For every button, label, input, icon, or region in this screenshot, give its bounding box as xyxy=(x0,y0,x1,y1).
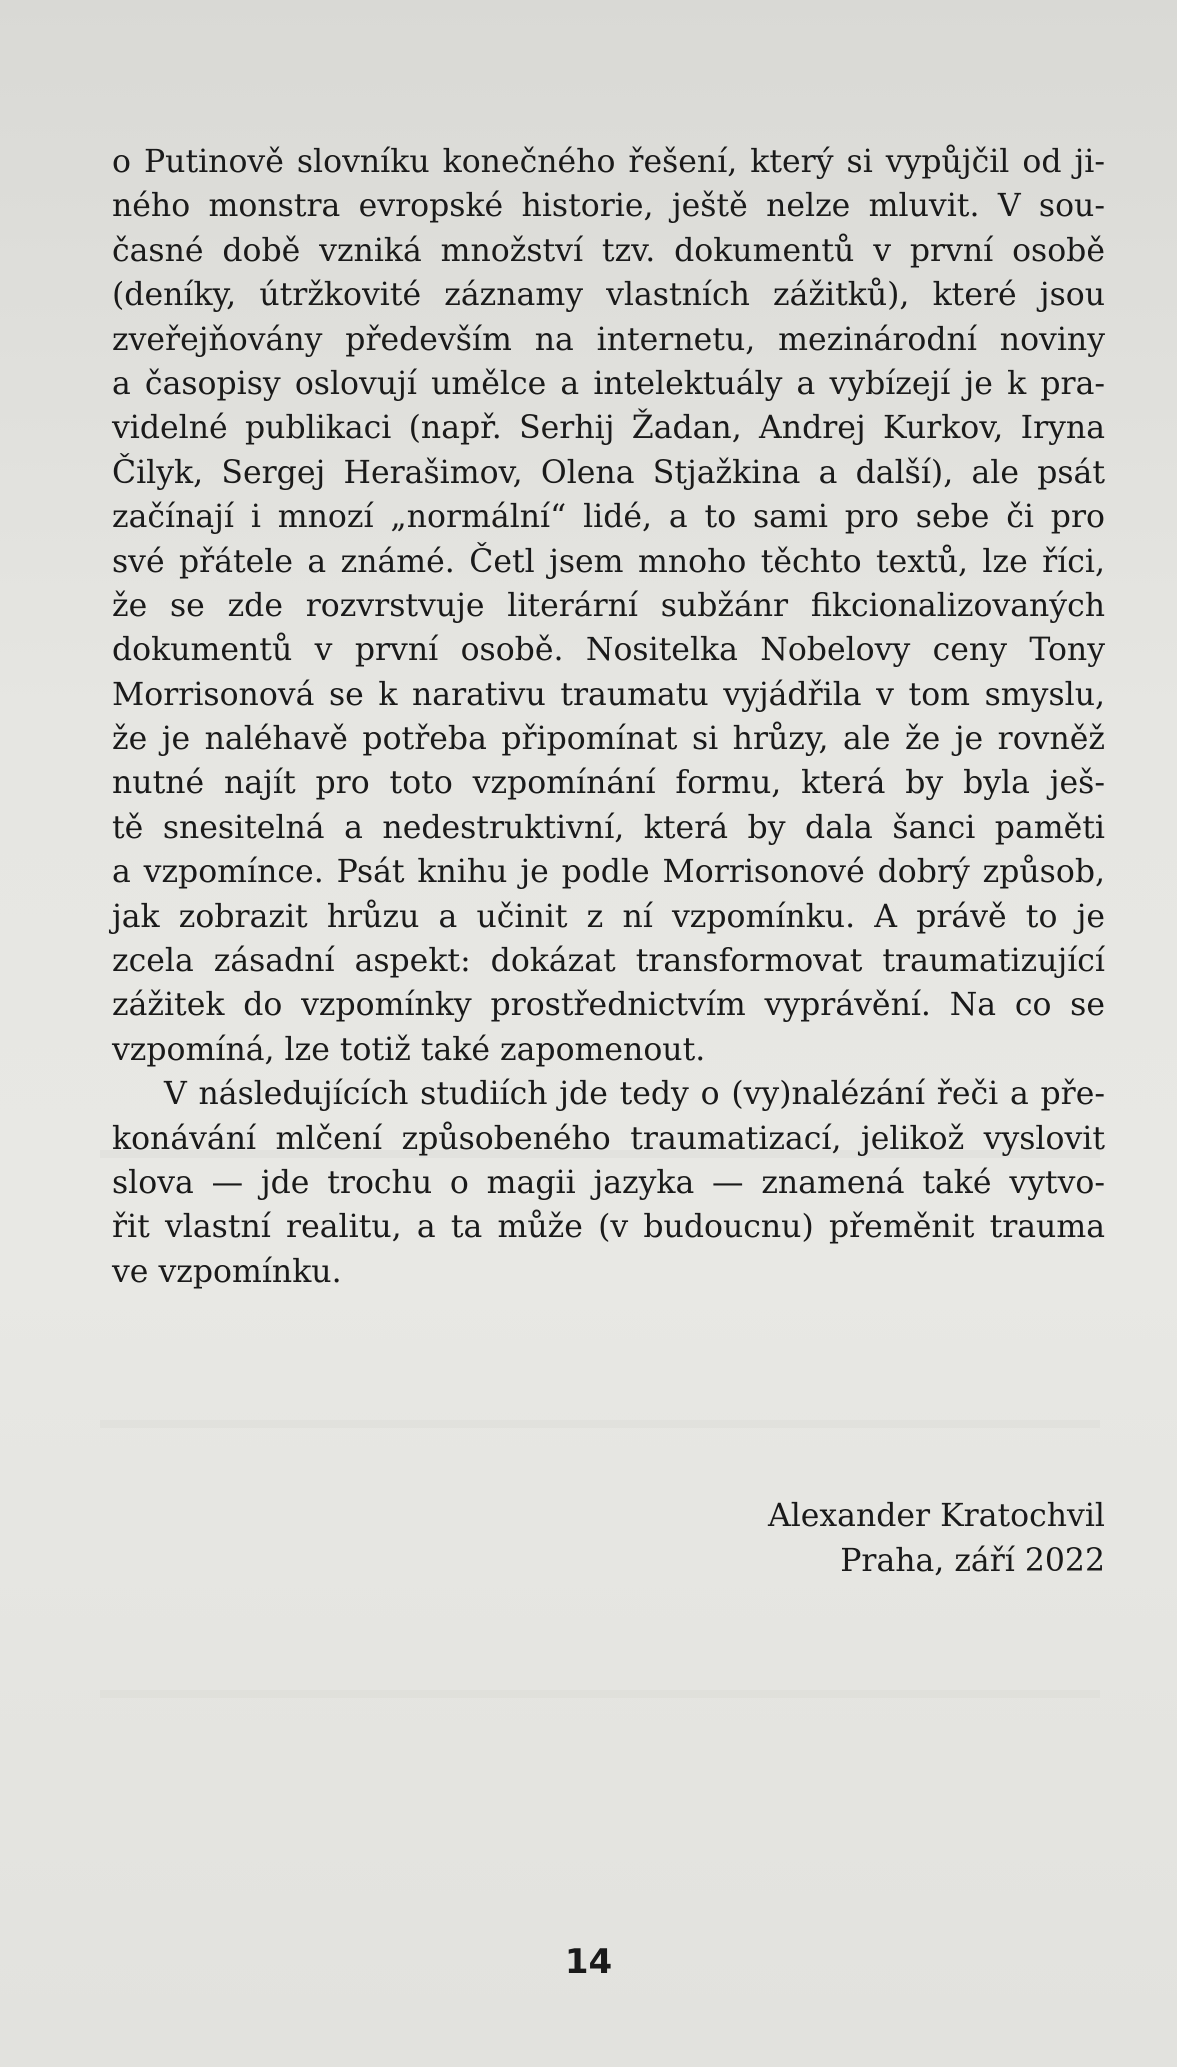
text-line: nutné najít pro toto vzpomínání formu, která by byla ješ- xyxy=(112,765,1105,802)
page-number: 14 xyxy=(564,1942,613,1982)
text-line: Morrisonová se k narativu traumatu vyjádřila v tom smyslu, xyxy=(112,676,1105,713)
text-line: tě snesitelná a nedestruktivní, která by dala šanci paměti xyxy=(112,809,1105,846)
text-line: zcela zásadní aspekt: dokázat transformovat traumatizující xyxy=(112,943,1105,980)
text-line: a časopisy oslovují umělce a intelektuály a vybízejí je k pra- xyxy=(112,365,1105,402)
signature-place-date: Praha, září 2022 xyxy=(840,1542,1105,1579)
text-line: že je naléhavě potřeba připomínat si hrůzy, ale že je rovněž xyxy=(112,721,1105,758)
text-line: řit vlastní realitu, a ta může (v budoucnu) přeměnit trauma xyxy=(112,1209,1105,1246)
text-line: slova — jde trochu o magii jazyka — znamená také vytvo- xyxy=(112,1164,1105,1201)
text-line: časné době vzniká množství tzv. dokumentů v první osobě xyxy=(112,232,1105,269)
text-line: ného monstra evropské historie, ještě nelze mluvit. V sou- xyxy=(112,188,1105,225)
text-line: Čilyk, Sergej Herašimov, Olena Stjažkina a další), ale psát xyxy=(112,454,1105,491)
text-line: (deníky, útržkovité záznamy vlastních zážitků), které jsou xyxy=(112,277,1105,314)
text-line: vzpomíná, lze totiž také zapomenout. xyxy=(112,1031,706,1068)
text-line: že se zde rozvrstvuje literární subžánr fikcionalizovaných xyxy=(112,587,1105,624)
text-line: jak zobrazit hrůzu a učinit z ní vzpomínku. A právě to je xyxy=(112,898,1105,935)
body-text xyxy=(112,140,1105,1294)
text-line: své přátele a známé. Četl jsem mnoho těchto textů, lze říci, xyxy=(112,543,1105,580)
bleed-through-shadow xyxy=(100,1420,1100,1428)
bleed-through-shadow xyxy=(100,1690,1100,1698)
text-line: zveřejňovány především na internetu, mezinárodní noviny xyxy=(112,321,1105,358)
text-line: videlné publikaci (např. Serhij Žadan, Andrej Kurkov, Iryna xyxy=(112,410,1105,447)
text-line: začínají i mnozí „normální“ lidé, a to sami pro sebe či pro xyxy=(112,499,1105,536)
signature-name: Alexander Kratochvil xyxy=(767,1498,1105,1534)
text-line: konávání mlčení způsobeného traumatizací, jelikož vyslovit xyxy=(112,1120,1105,1157)
text-line: o Putinově slovníku konečného řešení, který si vypůjčil od ji- xyxy=(112,144,1105,180)
text-line: zážitek do vzpomínky prostřednictvím vyprávění. Na co se xyxy=(112,987,1105,1024)
text-line: ve vzpomínku. xyxy=(112,1253,342,1290)
text-line: dokumentů v první osobě. Nositelka Nobelovy ceny Tony xyxy=(112,632,1105,669)
text-line: V následujících studiích jde tedy o (vy)nalézání řeči a pře- xyxy=(164,1076,1105,1113)
signature-block xyxy=(768,1494,1105,1583)
text-line: a vzpomínce. Psát knihu je podle Morrisonové dobrý způsob, xyxy=(112,854,1105,891)
